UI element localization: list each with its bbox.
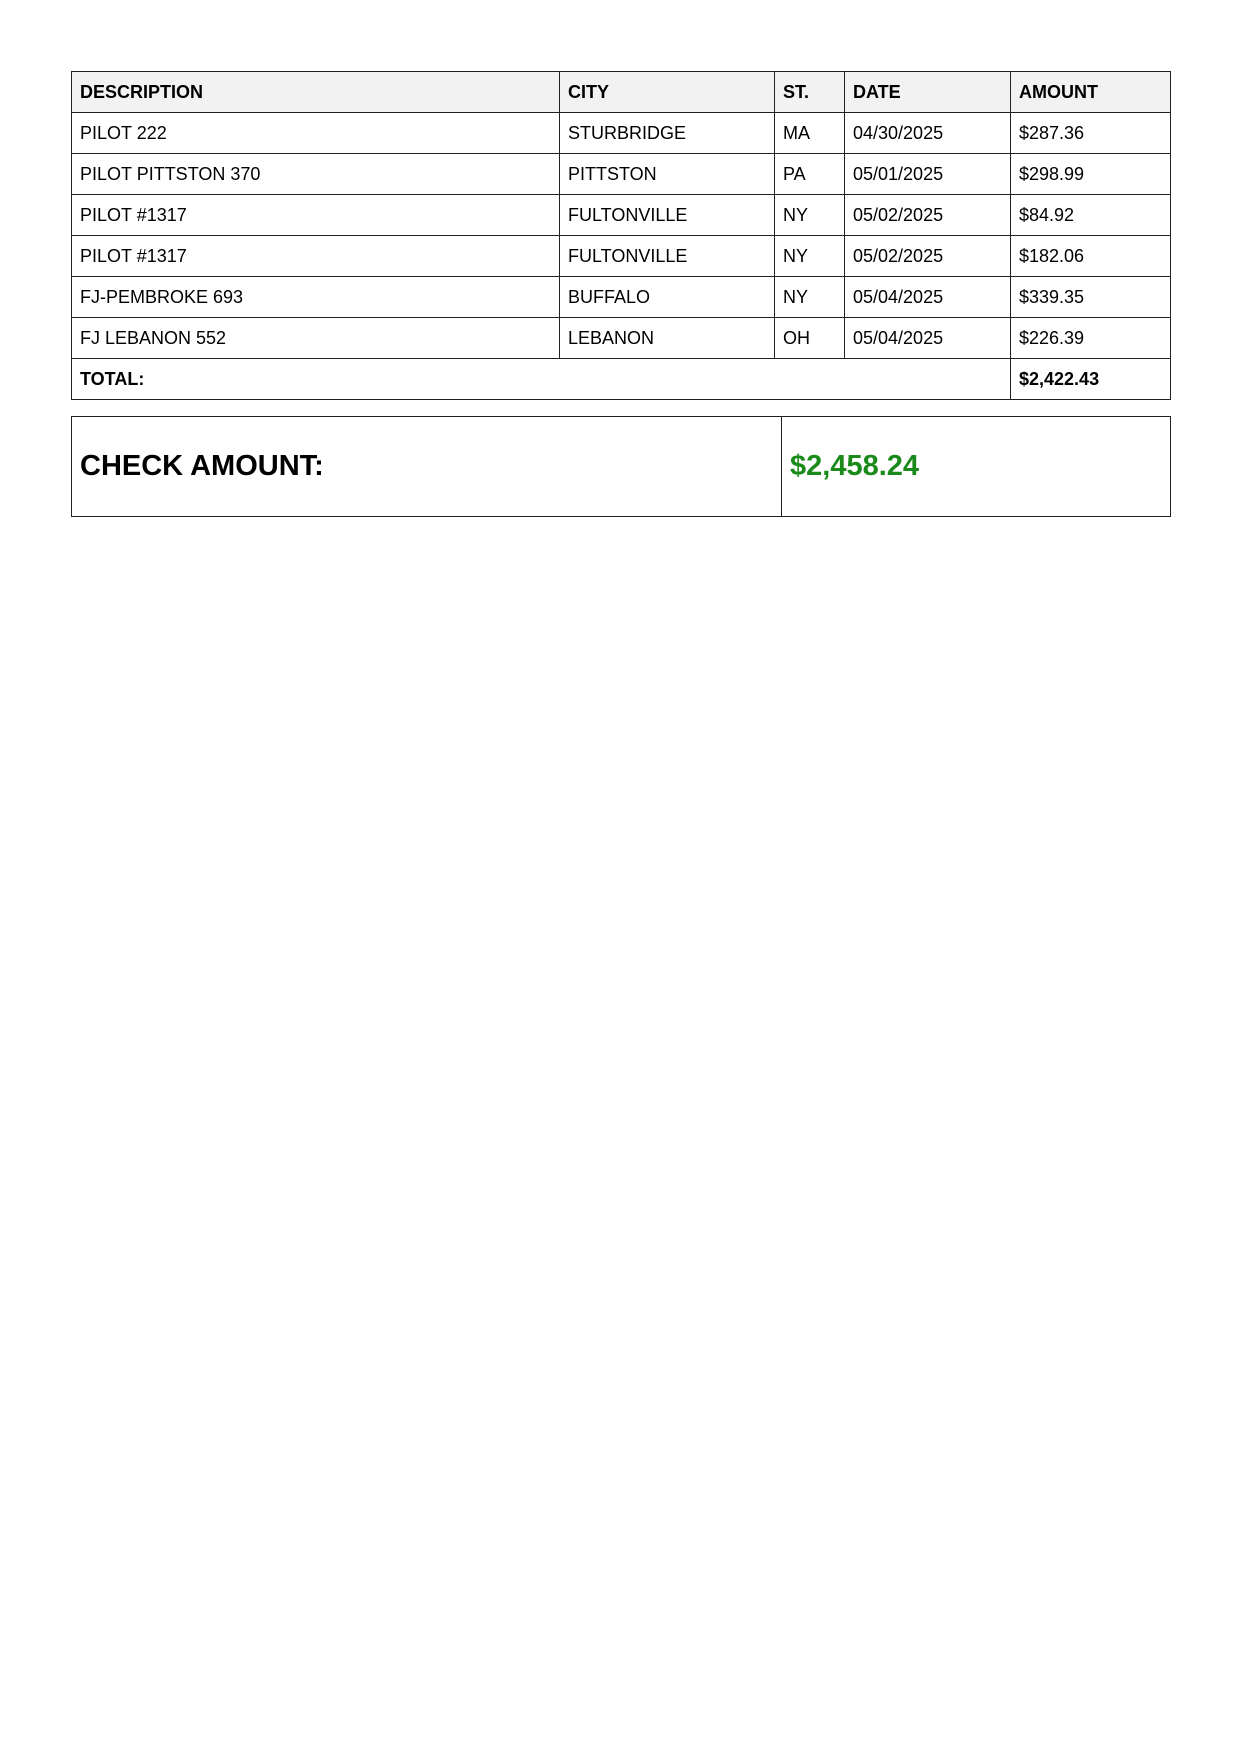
table-header-row: [72, 72, 1171, 113]
table-row: [72, 154, 1171, 195]
table-row: [72, 277, 1171, 318]
cell-city: FULTONVILLE: [560, 236, 775, 277]
cell-city: FULTONVILLE: [560, 195, 775, 236]
cell-amount: $298.99: [1011, 154, 1171, 195]
cell-state: PA: [775, 154, 845, 195]
total-row: [72, 359, 1171, 400]
cell-amount: $339.35: [1011, 277, 1171, 318]
column-header-date: DATE: [845, 72, 1011, 113]
cell-description: PILOT PITTSTON 370: [72, 154, 560, 195]
check-amount-value: $2,458.24: [782, 417, 1171, 517]
cell-description: PILOT #1317: [72, 236, 560, 277]
cell-description: FJ LEBANON 552: [72, 318, 560, 359]
total-value: $2,422.43: [1011, 359, 1171, 400]
column-header-amount: AMOUNT: [1011, 72, 1171, 113]
cell-date: 05/02/2025: [845, 195, 1011, 236]
cell-state: OH: [775, 318, 845, 359]
cell-amount: $226.39: [1011, 318, 1171, 359]
cell-state: MA: [775, 113, 845, 154]
cell-date: 04/30/2025: [845, 113, 1011, 154]
cell-city: BUFFALO: [560, 277, 775, 318]
cell-state: NY: [775, 195, 845, 236]
cell-date: 05/04/2025: [845, 318, 1011, 359]
cell-amount: $84.92: [1011, 195, 1171, 236]
table-row: [72, 318, 1171, 359]
total-label: TOTAL:: [72, 359, 1011, 400]
cell-description: PILOT 222: [72, 113, 560, 154]
cell-description: FJ-PEMBROKE 693: [72, 277, 560, 318]
check-amount-label: CHECK AMOUNT:: [72, 417, 782, 517]
table-row: [72, 113, 1171, 154]
column-header-description: DESCRIPTION: [72, 72, 560, 113]
document-page: [71, 71, 1170, 517]
fuel-transactions-table: [71, 71, 1171, 400]
cell-state: NY: [775, 277, 845, 318]
cell-city: PITTSTON: [560, 154, 775, 195]
cell-state: NY: [775, 236, 845, 277]
cell-date: 05/01/2025: [845, 154, 1011, 195]
check-amount-box: [71, 416, 1171, 517]
column-header-city: CITY: [560, 72, 775, 113]
column-header-state: ST.: [775, 72, 845, 113]
cell-date: 05/04/2025: [845, 277, 1011, 318]
cell-city: LEBANON: [560, 318, 775, 359]
table-row: [72, 195, 1171, 236]
cell-date: 05/02/2025: [845, 236, 1011, 277]
cell-city: STURBRIDGE: [560, 113, 775, 154]
table-row: [72, 236, 1171, 277]
cell-amount: $287.36: [1011, 113, 1171, 154]
cell-amount: $182.06: [1011, 236, 1171, 277]
cell-description: PILOT #1317: [72, 195, 560, 236]
